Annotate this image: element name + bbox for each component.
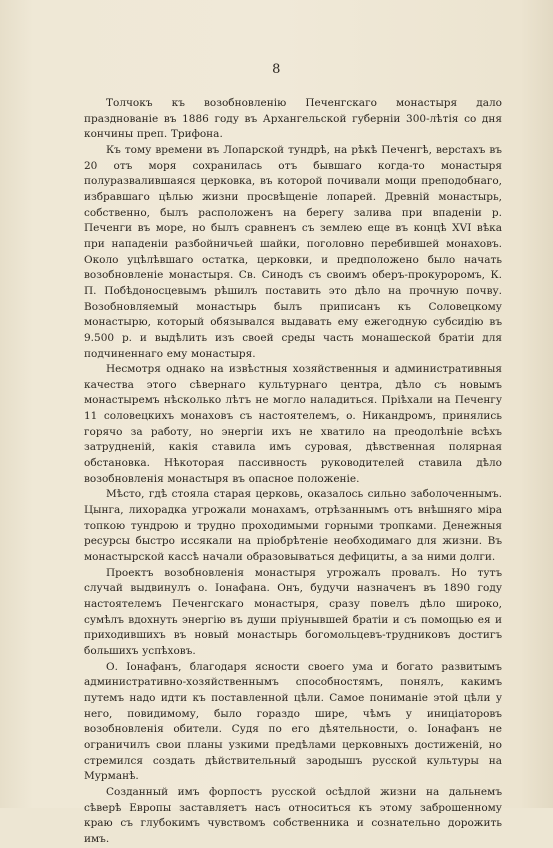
paragraph-5: Проектъ возобновленія монастыря угрожалъ провалъ. Но тутъ случай выдвинулъ о. Іонафана. Онъ, будучи назначенъ въ 1890 году настоятелемъ Печенгскаго монастыря, сразу повелъ дѣло широко, сумѣлъ вдохнуть энергію въ души пріунывшей братіи и съ помощью ея и приходившихъ въ новый монастырь богомольцевъ-трудниковъ достигъ большихъ успѣховъ. (84, 566, 502, 657)
paragraph-7: Созданный имъ форпостъ русской осѣдлой жизни на дальнемъ сѣверѣ Европы заставляетъ насъ относиться къ этому заброшенному краю съ глубокимъ чувствомъ собственника и сознательно дорожить имъ. (84, 785, 502, 845)
page-body (84, 96, 502, 848)
paragraph-1: Толчокъ къ возобновленію Печенгскаго монастыря дало празднованіе въ 1886 году въ Архангельской губерніи 300-лѣтія со дня кончины преп. Трифона. (84, 97, 502, 141)
paragraph-4: Мѣсто, гдѣ стояла старая церковь, оказалось сильно заболоченнымъ. Цынга, лихорадка угрожали монахамъ, отрѣзаннымъ отъ внѣшняго міра топкою тундрою и трудно проходимыми горными тропками. Денежныя ресурсы быстро иссякали на пріобрѣтеніе необходимаго для жизни. Въ монастырской кассѣ начали образовываться дефициты, а за ними долги. (84, 488, 502, 564)
paragraph-3: Несмотря однако на извѣстныя хозяйственныя и административныя качества этого сѣвернаго культурнаго центра, дѣло съ новымъ монастыремъ нѣсколько лѣтъ не могло наладиться. Пріѣхали на Печенгу 11 соловецкихъ монаховъ съ настоятелемъ, о. Никандромъ, принялись горячо за работу, но энергіи ихъ не хватило на преодолѣніе всѣхъ затрудненій, какія ставила имъ суровая, дѣвственная полярная обстановка. Нѣкоторая пассивность руководителей ставила дѣло возобновленія монастыря въ опасное положеніе. (84, 363, 502, 485)
page-number: 8 (272, 62, 281, 77)
paragraph-6: О. Іонафанъ, благодаря ясности своего ума и богато развитымъ административно-хозяйственнымъ способностямъ, понялъ, какимъ путемъ надо идти къ поставленной цѣли. Самое пониманіе этой цѣли у него, повидимому, было гораздо шире, чѣмъ у иниціаторовъ возобновленія обители. Судя по его дѣятельности, о. Іонафанъ не ограничилъ свои планы узкими предѣлами церковныхъ достиженій, но стремился создать дѣйствительный зародышъ русской культуры на Мурманѣ. (84, 660, 502, 783)
paragraph-2: Къ тому времени въ Лопарской тундрѣ, на рѣкѣ Печенгѣ, верстахъ въ 20 отъ моря сохранилась отъ бывшаго когда-то монастыря полуразвалившаяся церковка, въ которой почивали мощи преподобнаго, избравшаго цѣлью жизни просвѣщеніе лопарей. Древній монастырь, собственно, былъ расположенъ на берегу залива при впаденіи р. Печенги въ море, но былъ сравненъ съ землею еще въ концѣ XVI вѣка при нападеніи разбойничьей шайки, поголовно перебившей монаховъ. Около уцѣлѣвшаго остатка, церковки, и предположено было начать возобновленіе монастыря. Св. Синодъ съ своимъ оберъ-прокуроромъ, К. П. Побѣдоносцевымъ рѣшилъ поставить это дѣло на прочную почву. Возобновляемый монастырь былъ приписанъ къ Соловецкому монастырю, который обязывался выдавать ему ежегодную субсидію въ 9.500 р. и выдѣлить изъ своей среды часть монашеской братіи для подчиненнаго ему монастыря. (84, 143, 502, 360)
